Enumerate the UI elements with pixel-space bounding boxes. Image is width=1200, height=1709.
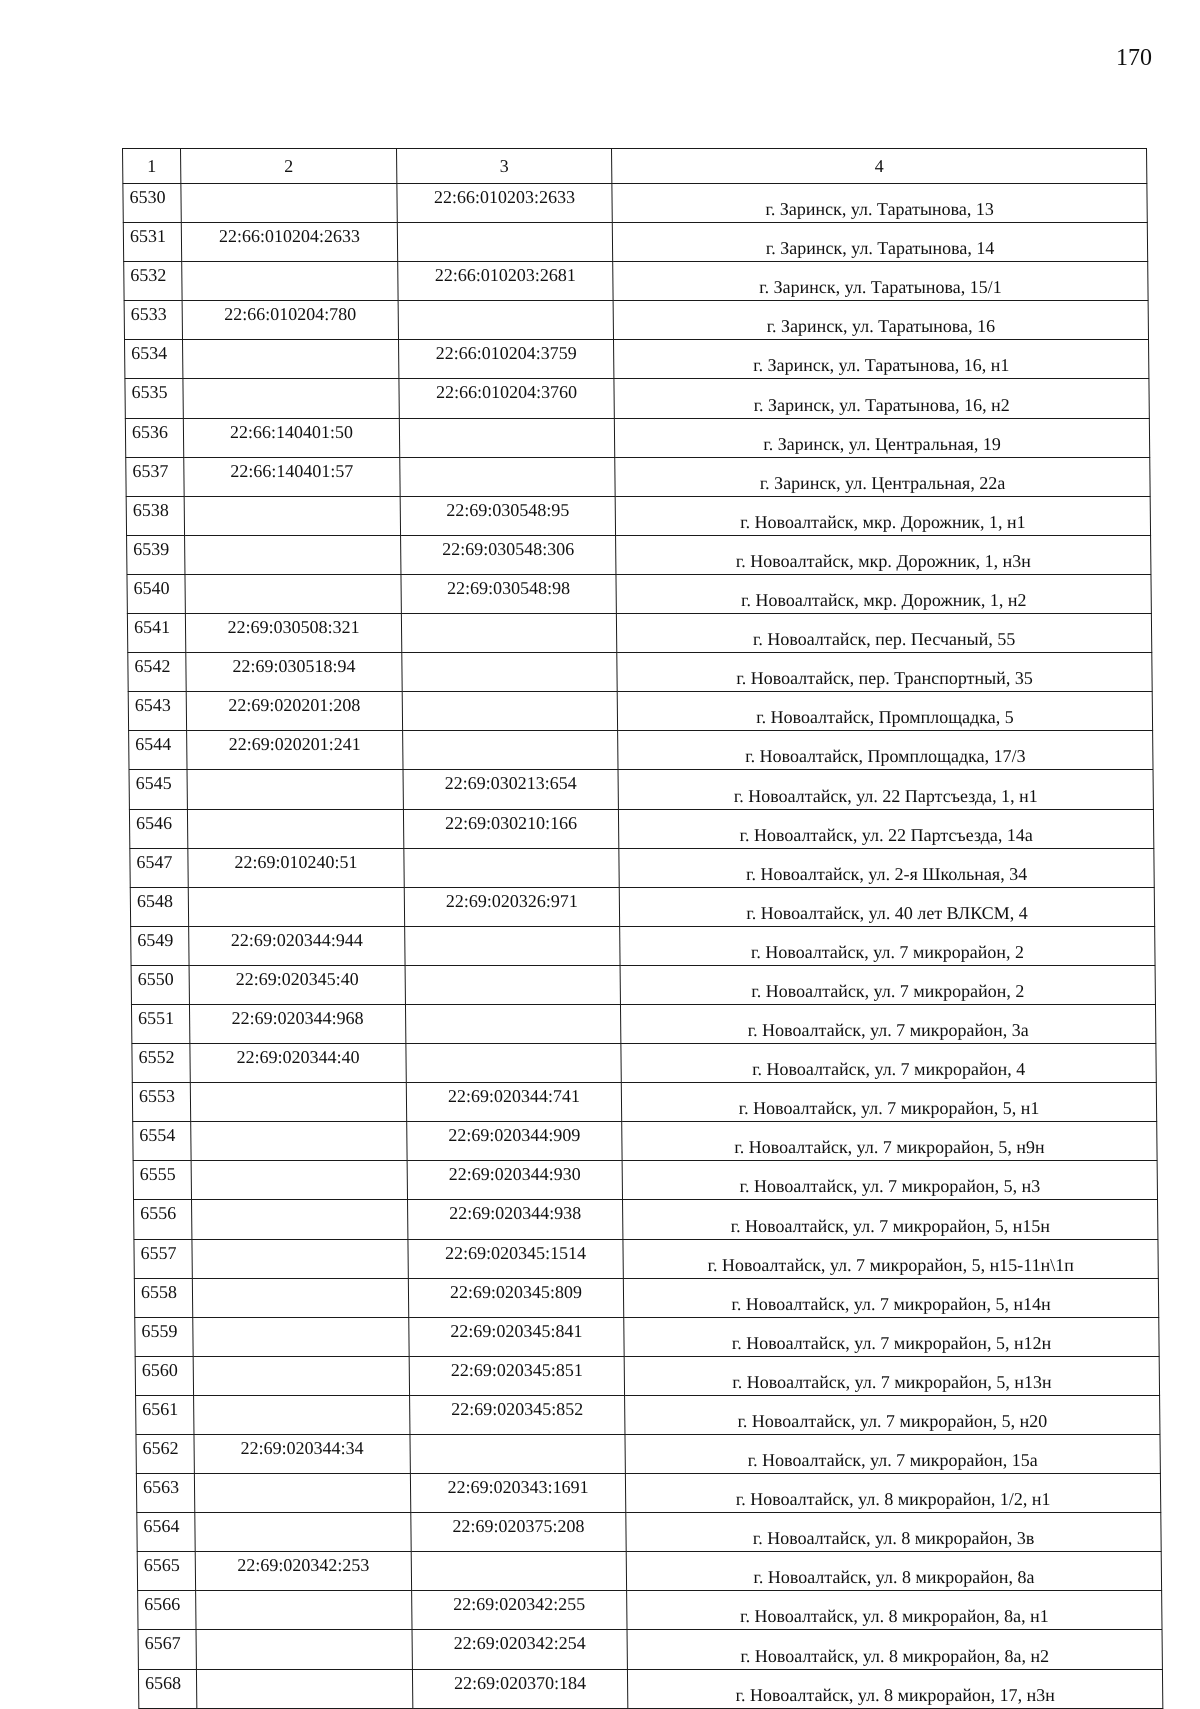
row-number-cell: 6543 (128, 692, 186, 731)
address-cell: г. Новоалтайск, ул. 7 микрорайон, 2 (620, 965, 1155, 1004)
cadastral-number-col3-cell (406, 1044, 621, 1083)
row-number-cell: 6531 (123, 223, 181, 262)
row-number-cell: 6536 (125, 418, 183, 457)
table-row (131, 926, 1155, 965)
cadastral-number-col3-cell (400, 457, 615, 496)
cadastral-number-col3-cell: 22:69:020375:208 (411, 1513, 626, 1552)
address-cell: г. Заринск, ул. Таратынова, 15/1 (613, 262, 1148, 301)
cadastral-number-col3-cell (398, 301, 613, 340)
cadastral-number-col3-cell: 22:69:020344:741 (406, 1083, 621, 1122)
address-cell: г. Новоалтайск, ул. 8 микрорайон, 1/2, н1 (625, 1474, 1160, 1513)
row-number-cell: 6540 (127, 574, 185, 613)
table-row (130, 887, 1154, 926)
column-header-2: 2 (181, 149, 397, 184)
cadastral-number-col2-cell (191, 1161, 407, 1200)
table-row (134, 1200, 1158, 1239)
address-cell: г. Новоалтайск, ул. 7 микрорайон, 5, н12н (624, 1317, 1159, 1356)
row-number-cell: 6546 (129, 809, 187, 848)
cadastral-number-col2-cell (192, 1239, 408, 1278)
cadastral-number-col2-cell: 22:69:020345:40 (189, 965, 405, 1004)
table-row (128, 653, 1152, 692)
cadastral-number-col3-cell: 22:69:030548:95 (400, 496, 615, 535)
table-row (137, 1513, 1161, 1552)
address-cell: г. Новоалтайск, ул. 7 микрорайон, 3а (620, 1004, 1155, 1043)
cadastral-number-col3-cell (410, 1435, 625, 1474)
cadastral-number-col3-cell (405, 1004, 620, 1043)
cadastral-number-col2-cell: 22:66:140401:50 (183, 418, 399, 457)
table-row (123, 223, 1147, 262)
cadastral-number-col2-cell: 22:69:020201:208 (186, 692, 402, 731)
table-row (135, 1356, 1159, 1395)
address-cell: г. Новоалтайск, ул. 7 микрорайон, 5, н1 (621, 1083, 1156, 1122)
address-cell: г. Новоалтайск, ул. 2-я Школьная, 34 (619, 848, 1154, 887)
table-row (138, 1591, 1162, 1630)
cadastral-number-col3-cell: 22:69:020345:1514 (408, 1239, 623, 1278)
cadastral-number-col3-cell (401, 614, 616, 653)
row-number-cell: 6551 (131, 1004, 189, 1043)
cadastral-number-col3-cell (403, 731, 618, 770)
cadastral-number-col3-cell: 22:69:020344:909 (407, 1122, 622, 1161)
row-number-cell: 6558 (134, 1278, 192, 1317)
address-cell: г. Новоалтайск, Промплощадка, 17/3 (618, 731, 1153, 770)
cadastral-number-col3-cell: 22:66:010203:2633 (397, 184, 612, 223)
table-row (128, 692, 1152, 731)
cadastral-number-col3-cell: 22:69:020326:971 (404, 887, 619, 926)
address-cell: г. Новоалтайск, ул. 7 микрорайон, 5, н14н (623, 1278, 1158, 1317)
cadastral-number-col2-cell (196, 1630, 412, 1669)
address-cell: г. Новоалтайск, ул. 8 микрорайон, 3в (626, 1513, 1161, 1552)
row-number-cell: 6563 (136, 1474, 194, 1513)
row-number-cell: 6535 (125, 379, 183, 418)
cadastral-number-col2-cell: 22:69:020344:944 (189, 926, 405, 965)
table-row (125, 418, 1149, 457)
registry-table-wrapper (122, 148, 1162, 1709)
table-row (132, 1083, 1156, 1122)
table-row (129, 809, 1153, 848)
column-header-1: 1 (123, 149, 181, 184)
row-number-cell: 6567 (138, 1630, 196, 1669)
table-row (134, 1278, 1158, 1317)
row-number-cell: 6538 (126, 496, 184, 535)
cadastral-number-col3-cell: 22:66:010203:2681 (398, 262, 613, 301)
table-row (137, 1552, 1161, 1591)
cadastral-number-col3-cell: 22:69:020345:852 (410, 1395, 625, 1434)
cadastral-number-col3-cell: 22:69:020345:809 (408, 1278, 623, 1317)
address-cell: г. Заринск, ул. Центральная, 22а (615, 457, 1150, 496)
row-number-cell: 6547 (130, 848, 188, 887)
cadastral-number-col2-cell (185, 574, 401, 613)
cadastral-number-col3-cell: 22:69:030548:306 (401, 535, 616, 574)
address-cell: г. Новоалтайск, пер. Песчаный, 55 (616, 614, 1151, 653)
table-row (138, 1630, 1162, 1669)
table-row (124, 262, 1148, 301)
cadastral-number-col2-cell (181, 184, 397, 223)
address-cell: г. Новоалтайск, ул. 8 микрорайон, 8а (626, 1552, 1161, 1591)
row-number-cell: 6548 (130, 887, 188, 926)
row-number-cell: 6565 (137, 1552, 195, 1591)
table-row (138, 1669, 1162, 1708)
table-row (126, 457, 1150, 496)
address-cell: г. Новоалтайск, мкр. Дорожник, 1, н2 (616, 574, 1151, 613)
row-number-cell: 6541 (127, 614, 185, 653)
row-number-cell: 6553 (132, 1083, 190, 1122)
row-number-cell: 6533 (124, 301, 182, 340)
address-cell: г. Новоалтайск, пер. Транспортный, 35 (617, 653, 1152, 692)
row-number-cell: 6564 (137, 1513, 195, 1552)
row-number-cell: 6549 (131, 926, 189, 965)
table-row (127, 614, 1151, 653)
table-row (131, 965, 1155, 1004)
cadastral-number-col2-cell (187, 770, 403, 809)
cadastral-number-col2-cell: 22:66:010204:780 (182, 301, 398, 340)
cadastral-number-col3-cell (404, 848, 619, 887)
address-cell: г. Новоалтайск, Промплощадка, 5 (617, 692, 1152, 731)
table-row (133, 1161, 1157, 1200)
cadastral-number-col2-cell (190, 1083, 406, 1122)
cadastral-number-col2-cell: 22:69:010240:51 (188, 848, 404, 887)
table-row (123, 184, 1147, 223)
row-number-cell: 6555 (133, 1161, 191, 1200)
table-row (132, 1044, 1156, 1083)
cadastral-number-col2-cell: 22:69:020201:241 (187, 731, 403, 770)
row-number-cell: 6545 (129, 770, 187, 809)
table-row (135, 1317, 1159, 1356)
cadastral-number-col2-cell: 22:69:030518:94 (186, 653, 402, 692)
table-row (136, 1474, 1160, 1513)
table-row (125, 379, 1149, 418)
cadastral-number-col2-cell (192, 1200, 408, 1239)
table-row (131, 1004, 1155, 1043)
table-row (136, 1395, 1160, 1434)
table-row (125, 340, 1149, 379)
cadastral-number-col2-cell (182, 262, 398, 301)
cadastral-number-col2-cell (185, 535, 401, 574)
row-number-cell: 6532 (124, 262, 182, 301)
address-cell: г. Заринск, ул. Центральная, 19 (614, 418, 1149, 457)
cadastral-number-col2-cell (187, 809, 403, 848)
cadastral-number-col2-cell: 22:69:030508:321 (185, 614, 401, 653)
cadastral-number-col2-cell (192, 1278, 408, 1317)
table-row (134, 1239, 1158, 1278)
cadastral-number-col2-cell (195, 1513, 411, 1552)
cadastral-number-col3-cell (411, 1552, 626, 1591)
address-cell: г. Новоалтайск, ул. 8 микрорайон, 8а, н1 (627, 1591, 1162, 1630)
row-number-cell: 6566 (138, 1591, 196, 1630)
cadastral-number-col2-cell: 22:66:010204:2633 (181, 223, 397, 262)
address-cell: г. Новоалтайск, ул. 7 микрорайон, 5, н9н (622, 1122, 1157, 1161)
address-cell: г. Новоалтайск, ул. 8 микрорайон, 8а, н2 (627, 1630, 1162, 1669)
table-row (133, 1122, 1157, 1161)
cadastral-number-col3-cell: 22:69:030548:98 (401, 574, 616, 613)
cadastral-number-col2-cell: 22:69:020342:253 (195, 1552, 411, 1591)
row-number-cell: 6554 (133, 1122, 191, 1161)
address-cell: г. Новоалтайск, ул. 7 микрорайон, 5, н20 (625, 1395, 1160, 1434)
address-cell: г. Новоалтайск, ул. 7 микрорайон, 5, н15-11н\1п (623, 1239, 1158, 1278)
address-cell: г. Заринск, ул. Таратынова, 14 (612, 223, 1147, 262)
address-cell: г. Новоалтайск, ул. 7 микрорайон, 2 (620, 926, 1155, 965)
table-row (136, 1435, 1160, 1474)
cadastral-number-col2-cell: 22:69:020344:40 (190, 1044, 406, 1083)
cadastral-number-col3-cell: 22:69:020342:255 (412, 1591, 627, 1630)
address-cell: г. Новоалтайск, ул. 22 Партсъезда, 14а (618, 809, 1153, 848)
cadastral-number-col3-cell: 22:69:020344:930 (407, 1161, 622, 1200)
cadastral-number-col2-cell (184, 496, 400, 535)
cadastral-number-col2-cell: 22:69:020344:34 (194, 1435, 410, 1474)
row-number-cell: 6560 (135, 1356, 193, 1395)
address-cell: г. Новоалтайск, ул. 7 микрорайон, 5, н15н (623, 1200, 1158, 1239)
cadastral-number-col3-cell (397, 223, 612, 262)
cadastral-number-col2-cell (191, 1122, 407, 1161)
address-cell: г. Новоалтайск, ул. 7 микрорайон, 15а (625, 1435, 1160, 1474)
address-cell: г. Заринск, ул. Таратынова, 13 (612, 184, 1147, 223)
row-number-cell: 6556 (134, 1200, 192, 1239)
cadastral-number-col3-cell: 22:69:020343:1691 (410, 1474, 625, 1513)
registry-table (122, 148, 1163, 1709)
header-row (123, 149, 1147, 184)
cadastral-number-col2-cell (193, 1317, 409, 1356)
cadastral-number-col2-cell (196, 1669, 412, 1708)
row-number-cell: 6562 (136, 1435, 194, 1474)
address-cell: г. Новоалтайск, ул. 40 лет ВЛКСМ, 4 (619, 887, 1154, 926)
cadastral-number-col2-cell (196, 1591, 412, 1630)
table-row (129, 770, 1153, 809)
address-cell: г. Заринск, ул. Таратынова, 16, н2 (614, 379, 1149, 418)
row-number-cell: 6559 (135, 1317, 193, 1356)
cadastral-number-col3-cell: 22:69:020345:851 (409, 1356, 624, 1395)
table-body (123, 184, 1163, 1709)
row-number-cell: 6557 (134, 1239, 192, 1278)
cadastral-number-col3-cell (402, 692, 617, 731)
address-cell: г. Новоалтайск, ул. 22 Партсъезда, 1, н1 (618, 770, 1153, 809)
address-cell: г. Заринск, ул. Таратынова, 16 (613, 301, 1148, 340)
row-number-cell: 6552 (132, 1044, 190, 1083)
cadastral-number-col3-cell: 22:69:020345:841 (409, 1317, 624, 1356)
cadastral-number-col2-cell (193, 1356, 409, 1395)
cadastral-number-col3-cell: 22:66:010204:3759 (399, 340, 614, 379)
column-header-3: 3 (397, 149, 612, 184)
row-number-cell: 6561 (136, 1395, 194, 1434)
cadastral-number-col3-cell: 22:66:010204:3760 (399, 379, 614, 418)
cadastral-number-col2-cell (194, 1474, 410, 1513)
cadastral-number-col2-cell (183, 379, 399, 418)
table-row (124, 301, 1148, 340)
cadastral-number-col2-cell (183, 340, 399, 379)
cadastral-number-col3-cell (405, 965, 620, 1004)
column-header-4: 4 (612, 149, 1147, 184)
cadastral-number-col2-cell (194, 1395, 410, 1434)
cadastral-number-col3-cell (399, 418, 614, 457)
row-number-cell: 6539 (127, 535, 185, 574)
cadastral-number-col2-cell: 22:66:140401:57 (184, 457, 400, 496)
address-cell: г. Новоалтайск, ул. 7 микрорайон, 4 (621, 1044, 1156, 1083)
table-row (129, 731, 1153, 770)
address-cell: г. Новоалтайск, ул. 7 микрорайон, 5, н13н (624, 1356, 1159, 1395)
row-number-cell: 6537 (126, 457, 184, 496)
cadastral-number-col3-cell: 22:69:020370:184 (412, 1669, 627, 1708)
cadastral-number-col2-cell: 22:69:020344:968 (189, 1004, 405, 1043)
address-cell: г. Заринск, ул. Таратынова, 16, н1 (614, 340, 1149, 379)
address-cell: г. Новоалтайск, мкр. Дорожник, 1, н3н (616, 535, 1151, 574)
row-number-cell: 6550 (131, 965, 189, 1004)
address-cell: г. Новоалтайск, ул. 7 микрорайон, 5, н3 (622, 1161, 1157, 1200)
row-number-cell: 6568 (138, 1669, 196, 1708)
page-number: 170 (1116, 45, 1152, 71)
table-row (127, 574, 1151, 613)
cadastral-number-col3-cell: 22:69:020344:938 (408, 1200, 623, 1239)
cadastral-number-col2-cell (188, 887, 404, 926)
cadastral-number-col3-cell (405, 926, 620, 965)
cadastral-number-col3-cell: 22:69:030210:166 (403, 809, 618, 848)
address-cell: г. Новоалтайск, ул. 8 микрорайон, 17, н3н (627, 1669, 1162, 1708)
row-number-cell: 6530 (123, 184, 181, 223)
table-row (127, 535, 1151, 574)
row-number-cell: 6534 (125, 340, 183, 379)
cadastral-number-col3-cell: 22:69:030213:654 (403, 770, 618, 809)
cadastral-number-col3-cell: 22:69:020342:254 (412, 1630, 627, 1669)
cadastral-number-col3-cell (402, 653, 617, 692)
table-row (126, 496, 1150, 535)
address-cell: г. Новоалтайск, мкр. Дорожник, 1, н1 (615, 496, 1150, 535)
table-row (130, 848, 1154, 887)
row-number-cell: 6544 (129, 731, 187, 770)
row-number-cell: 6542 (128, 653, 186, 692)
